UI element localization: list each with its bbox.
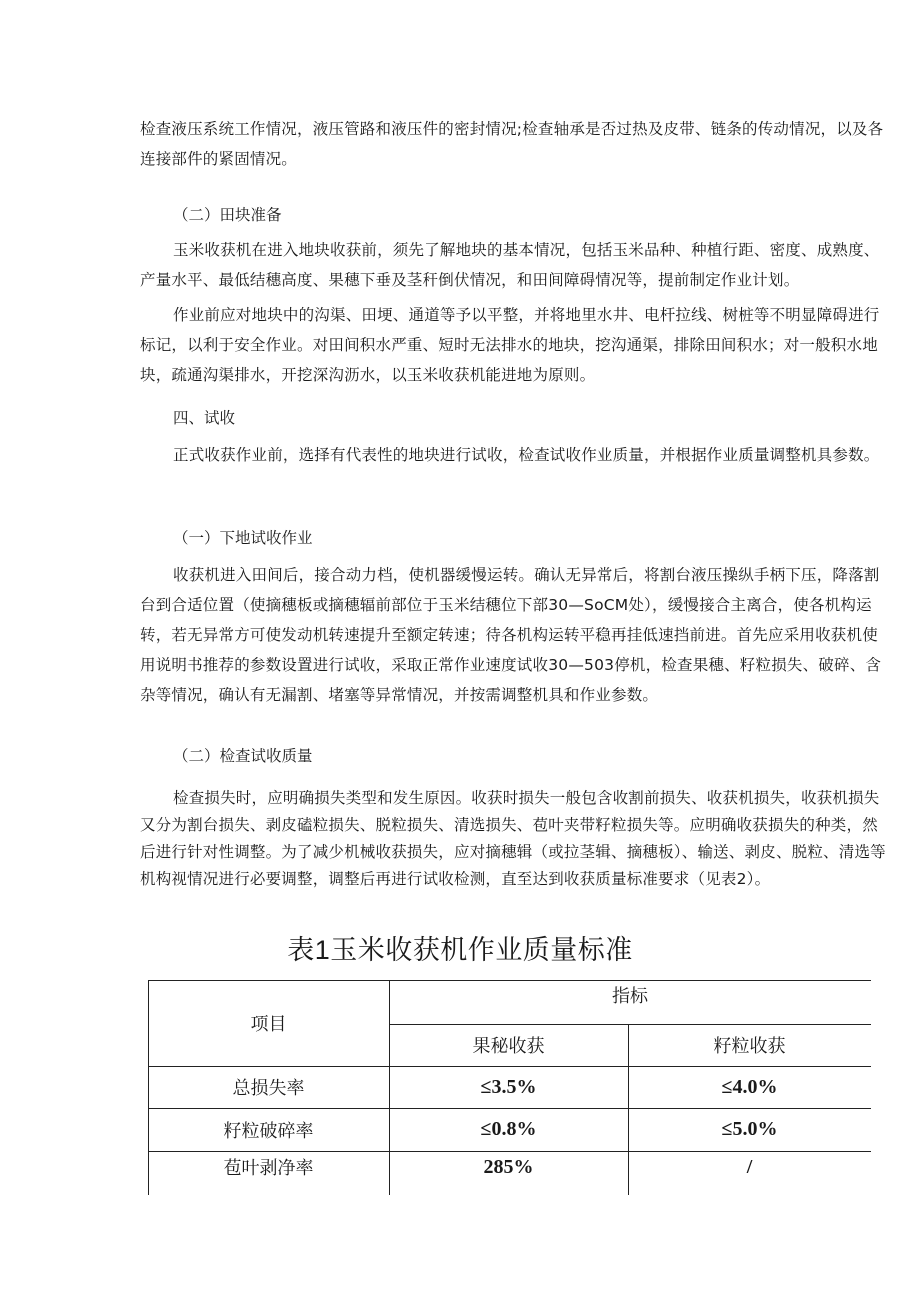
row-husk-ear: 285%	[483, 1155, 534, 1178]
section-heading-field-prep: （二）田块准备	[173, 206, 282, 224]
row-total-loss-label: 总损失率	[232, 1078, 305, 1099]
row-total-loss-ear: ≤3.5%	[480, 1075, 537, 1098]
section-heading-field-trial: （一）下地试收作业	[173, 529, 313, 547]
row-breakage-ear: ≤0.8%	[480, 1118, 537, 1140]
paragraph-field-leveling: 作业前应对地块中的沟渠、田埂、通道等予以平整，并将地里水井、电杆拉线、树桩等不明显障碍进行标记，以利于安全作业。对田间积水严重、短时无法排水的地块，挖沟通渠，排除田间积水；对一般积水地块，疏通沟渠排水，开挖深沟沥水，以玉米收获机能进地为原则。	[140, 306, 880, 384]
header-ear-harvest: 果秘收获	[472, 1036, 545, 1057]
paragraph-trial-intro: 正式收获作业前，选择有代表性的地块进行试收，检查试收作业质量，并根据作业质量调整机具参数。	[173, 446, 880, 464]
section-heading-trial: 四、试收	[173, 409, 236, 427]
paragraph-field-info: 玉米收获机在进入地块收获前，须先了解地块的基本情况，包括玉米品种、种植行距、密度、成熟度、产量水平、最低结穗高度、果穗下垂及茎秆倒伏情况，和田间障碍情况等，提前制定作业计划。	[140, 241, 880, 289]
header-item: 项目	[250, 1014, 287, 1035]
header-indicator: 指标	[612, 986, 648, 1007]
row-husk-label: 苞叶剥净率	[223, 1158, 314, 1179]
paragraph-loss-check: 检查损失时，应明确损失类型和发生原因。收获时损失一般包含收割前损失、收获机损失，收获机损失又分为割台损失、剥皮磕粒损失、脱粒损失、清选损失、苞叶夹带籽粒损失等。应明确收获损失的种类，然后进行针对性调整。为了减少机械收获损失，应对摘穗辑（或拉茎辑、摘穗板）、输送、剥皮、脱粒、清选等机构视情况进行必要调整，调整后再进行试收检测，直至达到收获质量标准要求（见表2）。	[140, 789, 886, 888]
header-grain-harvest: 籽粒收获	[713, 1036, 786, 1057]
row-husk-grain: /	[746, 1155, 753, 1178]
row-breakage-label: 籽粒破碎率	[223, 1120, 314, 1142]
row-total-loss-grain: ≤4.0%	[721, 1075, 778, 1098]
paragraph-hydraulic-check: 检查液压系统工作情况，液压管路和液压件的密封情况;检查轴承是否过热及皮带、链条的传动情况，以及各连接部件的紧固情况。	[140, 120, 884, 168]
paragraph-trial-operation: 收获机进入田间后，接合动力档，使机器缓慢运转。确认无异常后，将割台液压操纵手柄下压，降落割台到合适位置（使摘穗板或摘穗辐前部位于玉米结穗位下部30—SoCM处），缓慢接合主离合，使各机构运转，若无异常方可使发动机转速提升至额定转速；待各机构运转平稳再挂低速挡前进。首先应采用收获机使用说明书推荐的参数设置进行试收，采取正常作业速度试收30—503停机，检查果穗、籽粒损失、破碎、含杂等情况，确认有无漏割、堵塞等异常情况，并按需调整机具和作业参数。	[140, 566, 882, 704]
section-heading-quality-check: （二）检查试收质量	[173, 747, 313, 765]
row-breakage-grain: ≤5.0%	[721, 1118, 778, 1140]
quality-standard-table	[148, 980, 871, 1195]
table-title: 表1玉米收获机作业质量标准	[287, 935, 633, 965]
